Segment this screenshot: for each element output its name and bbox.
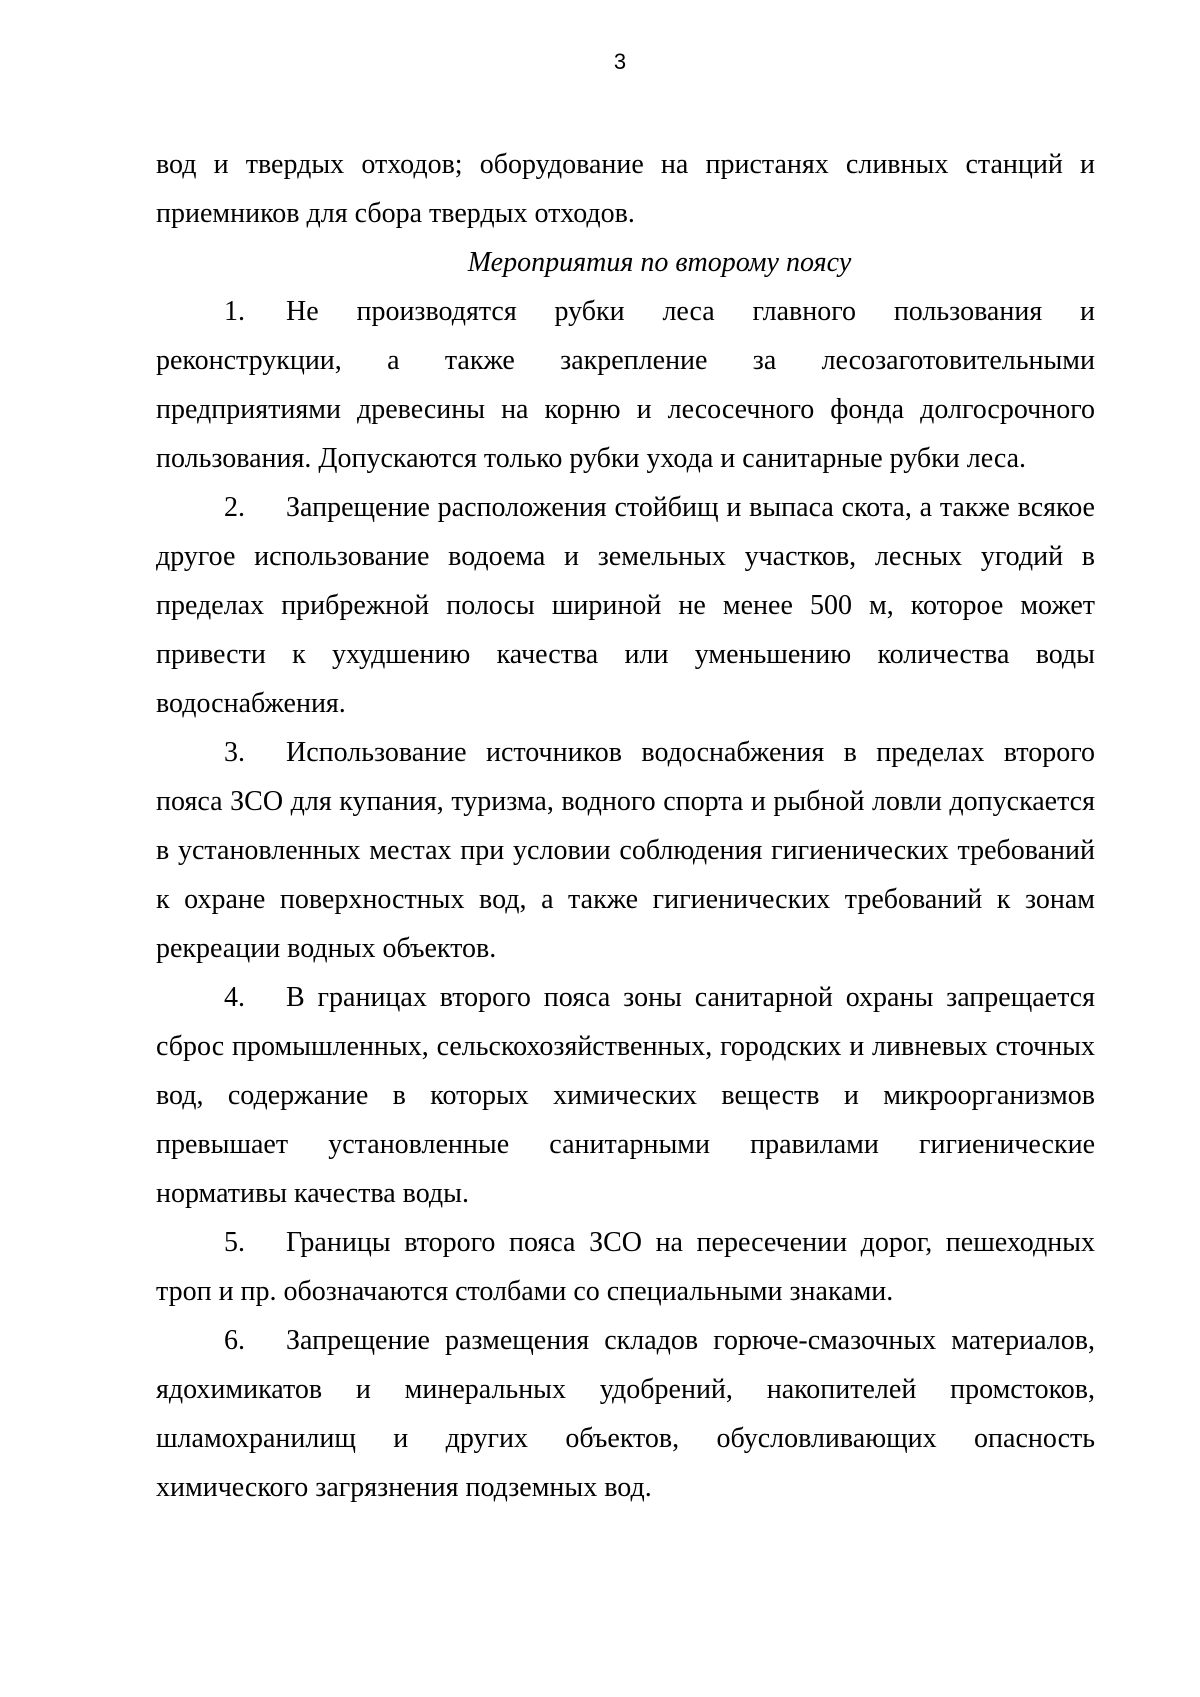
item-text: Использование источников водоснабжения в пределах второго пояса ЗСО для купания, туризма, водного спорта и рыбной ловли допускается в установленных местах при условии соблюдения гигиенических требований к охране поверхностных вод, а также гигиенических требований к зонам рекреации водных объектов.: [156, 737, 1095, 964]
page-number: 3: [613, 49, 627, 74]
item-text: Границы второго пояса ЗСО на пересечении дорог, пешеходных троп и пр. обозначаются столбами со специальными знаками.: [156, 1227, 1095, 1307]
list-item: [156, 1218, 1095, 1316]
list-item: [156, 1316, 1095, 1512]
intro-paragraph: вод и твердых отходов; оборудование на пристанях сливных станций и приемников для сбора твердых отходов.: [156, 149, 1095, 229]
item-number: 5.: [224, 1227, 245, 1258]
list-item: [156, 483, 1095, 728]
item-number: 1.: [224, 296, 245, 327]
item-text: Не производятся рубки леса главного пользования и реконструкции, а также закрепление за лесозаготовительными предприятиями древесины на корню и лесосечного фонда долгосрочного пользования. Допускаются только рубки ухода и санитарные рубки леса.: [156, 296, 1095, 474]
section-heading: Мероприятия по второму поясу: [467, 247, 852, 278]
item-number: 3.: [224, 737, 245, 768]
item-number: 4.: [224, 982, 245, 1013]
list-item: [156, 973, 1095, 1218]
item-text: Запрещение размещения складов горюче-смазочных материалов, ядохимикатов и минеральных удобрений, накопителей промстоков, шламохранилищ и других объектов, обусловливающих опасность химического загрязнения подземных вод.: [156, 1325, 1095, 1503]
item-text: В границах второго пояса зоны санитарной охраны запрещается сброс промышленных, сельскохозяйственных, городских и ливневых сточных вод, содержание в которых химических веществ и микроорганизмов превышает установленные санитарными правилами гигиенические нормативы качества воды.: [156, 982, 1095, 1209]
item-text: Запрещение расположения стойбищ и выпаса скота, а также всякое другое использование водоема и земельных участков, лесных угодий в пределах прибрежной полосы шириной не менее 500 м, которое может привести к ухудшению качества или уменьшению количества воды водоснабжения.: [156, 492, 1095, 719]
list-item: [156, 287, 1095, 483]
item-number: 6.: [224, 1325, 245, 1356]
list-item: [156, 728, 1095, 973]
document-body: [156, 140, 1095, 1512]
item-number: 2.: [224, 492, 245, 523]
